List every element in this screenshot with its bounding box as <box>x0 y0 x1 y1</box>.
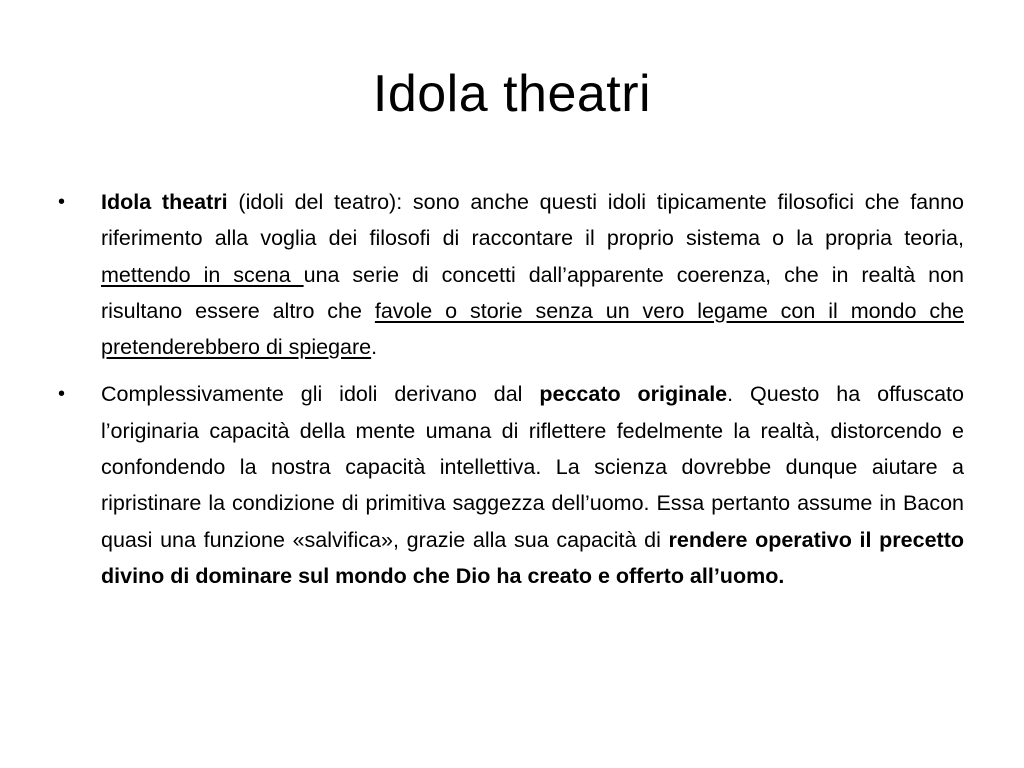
bold-term-idola-theatri: Idola theatri <box>101 190 228 214</box>
bullet-text: . <box>371 335 378 360</box>
bullet-icon: • <box>58 191 66 213</box>
underlined-phrase-mettendo-in-scena: mettendo in scena <box>101 262 304 287</box>
underlined-phrase-favole-o-storie: favole o storie senza un vero legame con il mondo che pretenderebbero di spiegare <box>101 298 964 360</box>
bullet-text: Complessivamente gli idoli derivano dal <box>101 382 540 407</box>
slide-title: Idola theatri <box>372 65 652 123</box>
bullet-text: . Questo ha offuscato l’originaria capacità della mente umana di riflettere fedelmente la realtà, distorcendo e confondendo la nostra capacità intellettiva. La scienza dovrebbe dunque aiutare a ripristinare la condizione di primitiva saggezza dell’uomo. Essa pertanto assume in Bacon quasi una funzione «salvifica», grazie alla sua capacità di <box>101 382 964 552</box>
bullet-list <box>54 184 964 605</box>
bullet-icon: • <box>58 383 66 406</box>
bold-term-peccato-originale: peccato originale <box>539 382 728 407</box>
bullet-item-peccato-originale <box>54 376 964 594</box>
bold-phrase-rendere-operativo: rendere operativo il precetto divino di dominare sul mondo che Dio ha creato e offerto all’uomo. <box>101 527 964 588</box>
bullet-text: (idoli del teatro): sono anche questi idoli tipicamente filosofici che fanno riferimento alla voglia dei filosofi di raccontare il proprio sistema o la propria teoria, <box>101 190 964 251</box>
bullet-item-idola-theatri <box>54 184 964 365</box>
bullet-text: una serie di concetti dall’apparente coerenza, che in realtà non risultano essere altro che <box>101 262 964 323</box>
